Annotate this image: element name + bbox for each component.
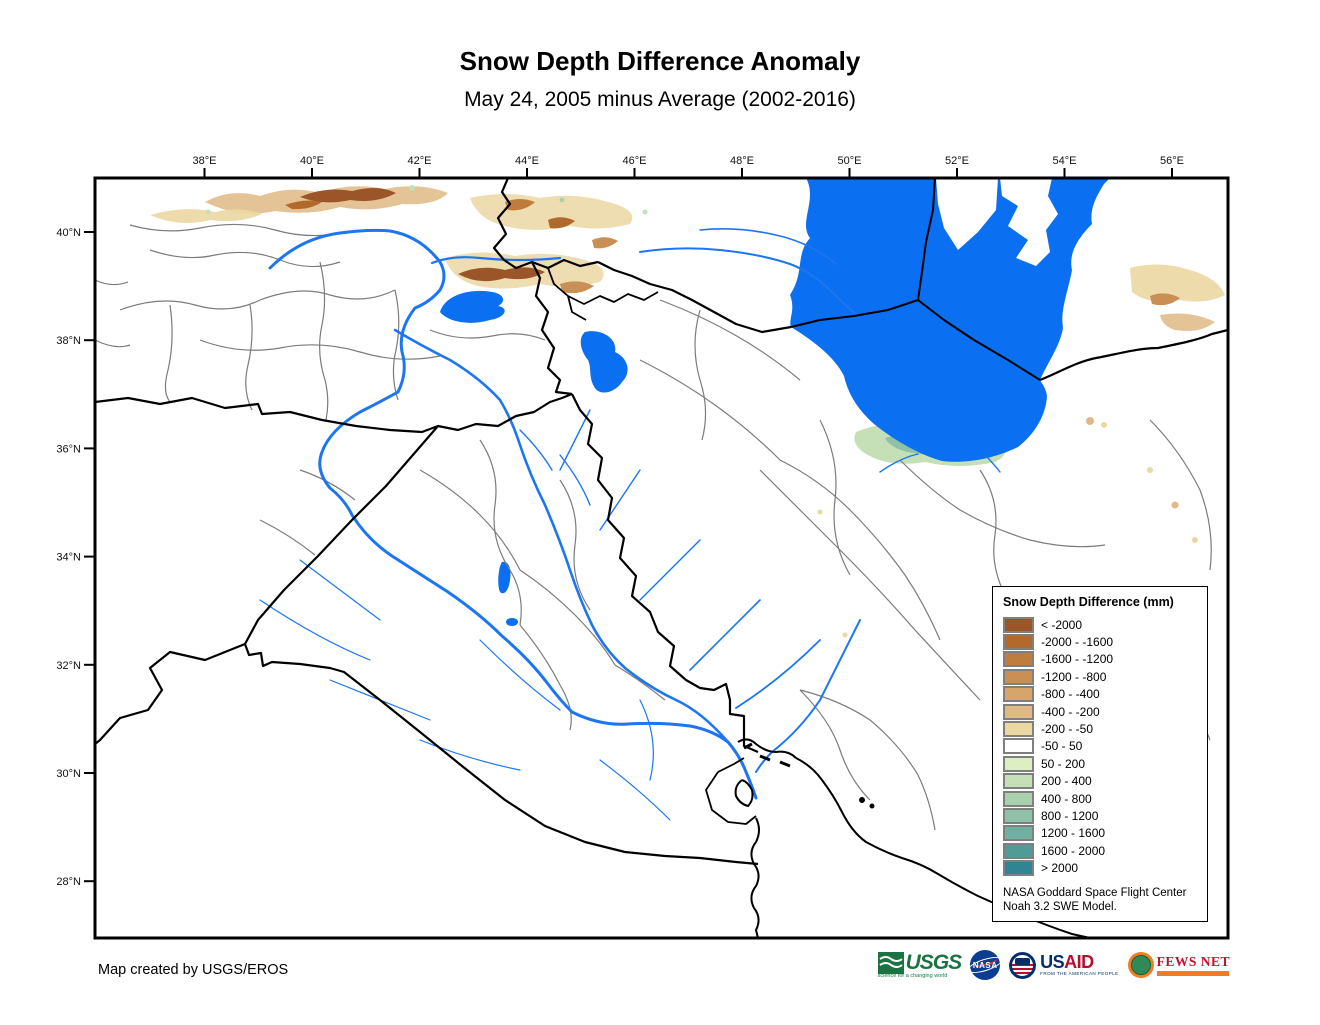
latitude-label: 36°N bbox=[56, 443, 81, 456]
usaid-seal-icon bbox=[1009, 952, 1036, 979]
longitude-label: 50°E bbox=[837, 155, 862, 167]
page-subtitle: May 24, 2005 minus Average (2002-2016) bbox=[464, 88, 856, 111]
legend-entry-label: -2000 - -1600 bbox=[1041, 635, 1114, 650]
legend-entry-label: 200 - 400 bbox=[1041, 774, 1092, 789]
latitude-label: 32°N bbox=[56, 659, 81, 672]
legend-entry bbox=[1003, 773, 1207, 790]
fewsnet-wordmark: FEWS NET bbox=[1156, 954, 1230, 969]
longitude-label: 38°E bbox=[192, 155, 217, 167]
longitude-label: 54°E bbox=[1052, 155, 1077, 167]
legend-entry-label: 1200 - 1600 bbox=[1041, 826, 1106, 841]
legend-entry-label: 400 - 800 bbox=[1041, 791, 1092, 806]
legend-swatch bbox=[1003, 756, 1034, 772]
legend-entry bbox=[1003, 842, 1207, 859]
legend bbox=[992, 586, 1208, 922]
legend-entry-label: 1600 - 2000 bbox=[1041, 843, 1106, 858]
legend-entry bbox=[1003, 616, 1207, 633]
longitude-label: 42°E bbox=[407, 155, 432, 167]
legend-note bbox=[1003, 886, 1207, 915]
legend-swatch bbox=[1003, 825, 1034, 841]
legend-title: Snow Depth Difference (mm) bbox=[1003, 595, 1174, 609]
legend-entry bbox=[1003, 668, 1207, 685]
legend-entry-label: -1600 - -1200 bbox=[1041, 652, 1114, 667]
longitude-label: 52°E bbox=[945, 155, 969, 167]
legend-entry bbox=[1003, 633, 1207, 650]
longitude-label: 56°E bbox=[1160, 155, 1184, 167]
legend-swatch bbox=[1003, 651, 1034, 667]
legend-entry-label: 50 - 200 bbox=[1041, 756, 1086, 771]
legend-swatch bbox=[1003, 721, 1034, 737]
legend-entry-label: < -2000 bbox=[1041, 617, 1083, 632]
legend-entry bbox=[1003, 807, 1207, 824]
latitude-label: 38°N bbox=[56, 335, 81, 348]
legend-entry-label: -400 - -200 bbox=[1041, 704, 1100, 719]
usaid-tagline: FROM THE AMERICAN PEOPLE bbox=[1040, 971, 1119, 977]
legend-entry-label: -1200 - -800 bbox=[1041, 669, 1107, 684]
usgs-logo bbox=[878, 951, 962, 979]
longitude-label: 48°E bbox=[730, 155, 754, 167]
legend-entry bbox=[1003, 825, 1207, 842]
legend-entry bbox=[1003, 859, 1207, 876]
longitude-label: 46°E bbox=[622, 155, 647, 167]
legend-entry-label: 800 - 1200 bbox=[1041, 808, 1099, 823]
legend-rows bbox=[1003, 616, 1207, 877]
legend-swatch bbox=[1003, 860, 1034, 876]
map-credit: Map created by USGS/EROS bbox=[98, 962, 289, 978]
legend-swatch bbox=[1003, 791, 1034, 807]
nasa-wordmark: NASA bbox=[972, 960, 998, 970]
usaid-wordmark-us: US bbox=[1040, 951, 1065, 972]
legend-swatch bbox=[1003, 669, 1034, 685]
latitude-label: 30°N bbox=[56, 768, 81, 780]
legend-entry bbox=[1003, 720, 1207, 737]
legend-entry-label: -800 - -400 bbox=[1041, 687, 1100, 702]
fewsnet-globe-icon bbox=[1128, 952, 1154, 978]
latitude-label: 34°N bbox=[56, 551, 81, 564]
usaid-logo bbox=[1009, 952, 1118, 979]
legend-entry bbox=[1003, 686, 1207, 703]
legend-swatch bbox=[1003, 686, 1034, 702]
legend-entry bbox=[1003, 790, 1207, 807]
legend-swatch bbox=[1003, 843, 1034, 859]
legend-swatch bbox=[1003, 738, 1034, 754]
legend-swatch bbox=[1003, 617, 1034, 633]
usaid-wordmark-aid: AID bbox=[1064, 951, 1094, 972]
legend-entry bbox=[1003, 651, 1207, 668]
longitude-axis bbox=[193, 155, 1184, 178]
latitude-axis bbox=[56, 227, 95, 888]
fewsnet-logo bbox=[1128, 952, 1230, 978]
nasa-logo bbox=[970, 950, 1000, 980]
usgs-wordmark: USGS bbox=[905, 951, 962, 974]
legend-entry-label: -50 - 50 bbox=[1041, 739, 1083, 754]
latitude-label: 40°N bbox=[56, 227, 81, 239]
fewsnet-bar bbox=[1157, 971, 1229, 976]
usgs-tagline: science for a changing world bbox=[877, 973, 948, 979]
usgs-wave-icon bbox=[878, 952, 904, 974]
longitude-label: 40°E bbox=[300, 155, 324, 167]
legend-entry bbox=[1003, 755, 1207, 772]
logo-strip bbox=[878, 950, 1230, 980]
longitude-label: 44°E bbox=[515, 155, 539, 167]
page-title: Snow Depth Difference Anomaly bbox=[459, 46, 861, 76]
legend-swatch bbox=[1003, 808, 1034, 824]
legend-entry-label: > 2000 bbox=[1041, 861, 1079, 876]
legend-entry bbox=[1003, 738, 1207, 755]
latitude-label: 28°N bbox=[56, 876, 81, 889]
legend-note-line1: NASA Goddard Space Flight Center bbox=[1003, 886, 1187, 899]
legend-note-line2: Noah 3.2 SWE Model. bbox=[1003, 901, 1117, 914]
legend-swatch bbox=[1003, 773, 1034, 789]
legend-swatch bbox=[1003, 704, 1034, 720]
legend-entry-label: -200 - -50 bbox=[1041, 722, 1094, 737]
legend-entry bbox=[1003, 703, 1207, 720]
legend-swatch bbox=[1003, 634, 1034, 650]
